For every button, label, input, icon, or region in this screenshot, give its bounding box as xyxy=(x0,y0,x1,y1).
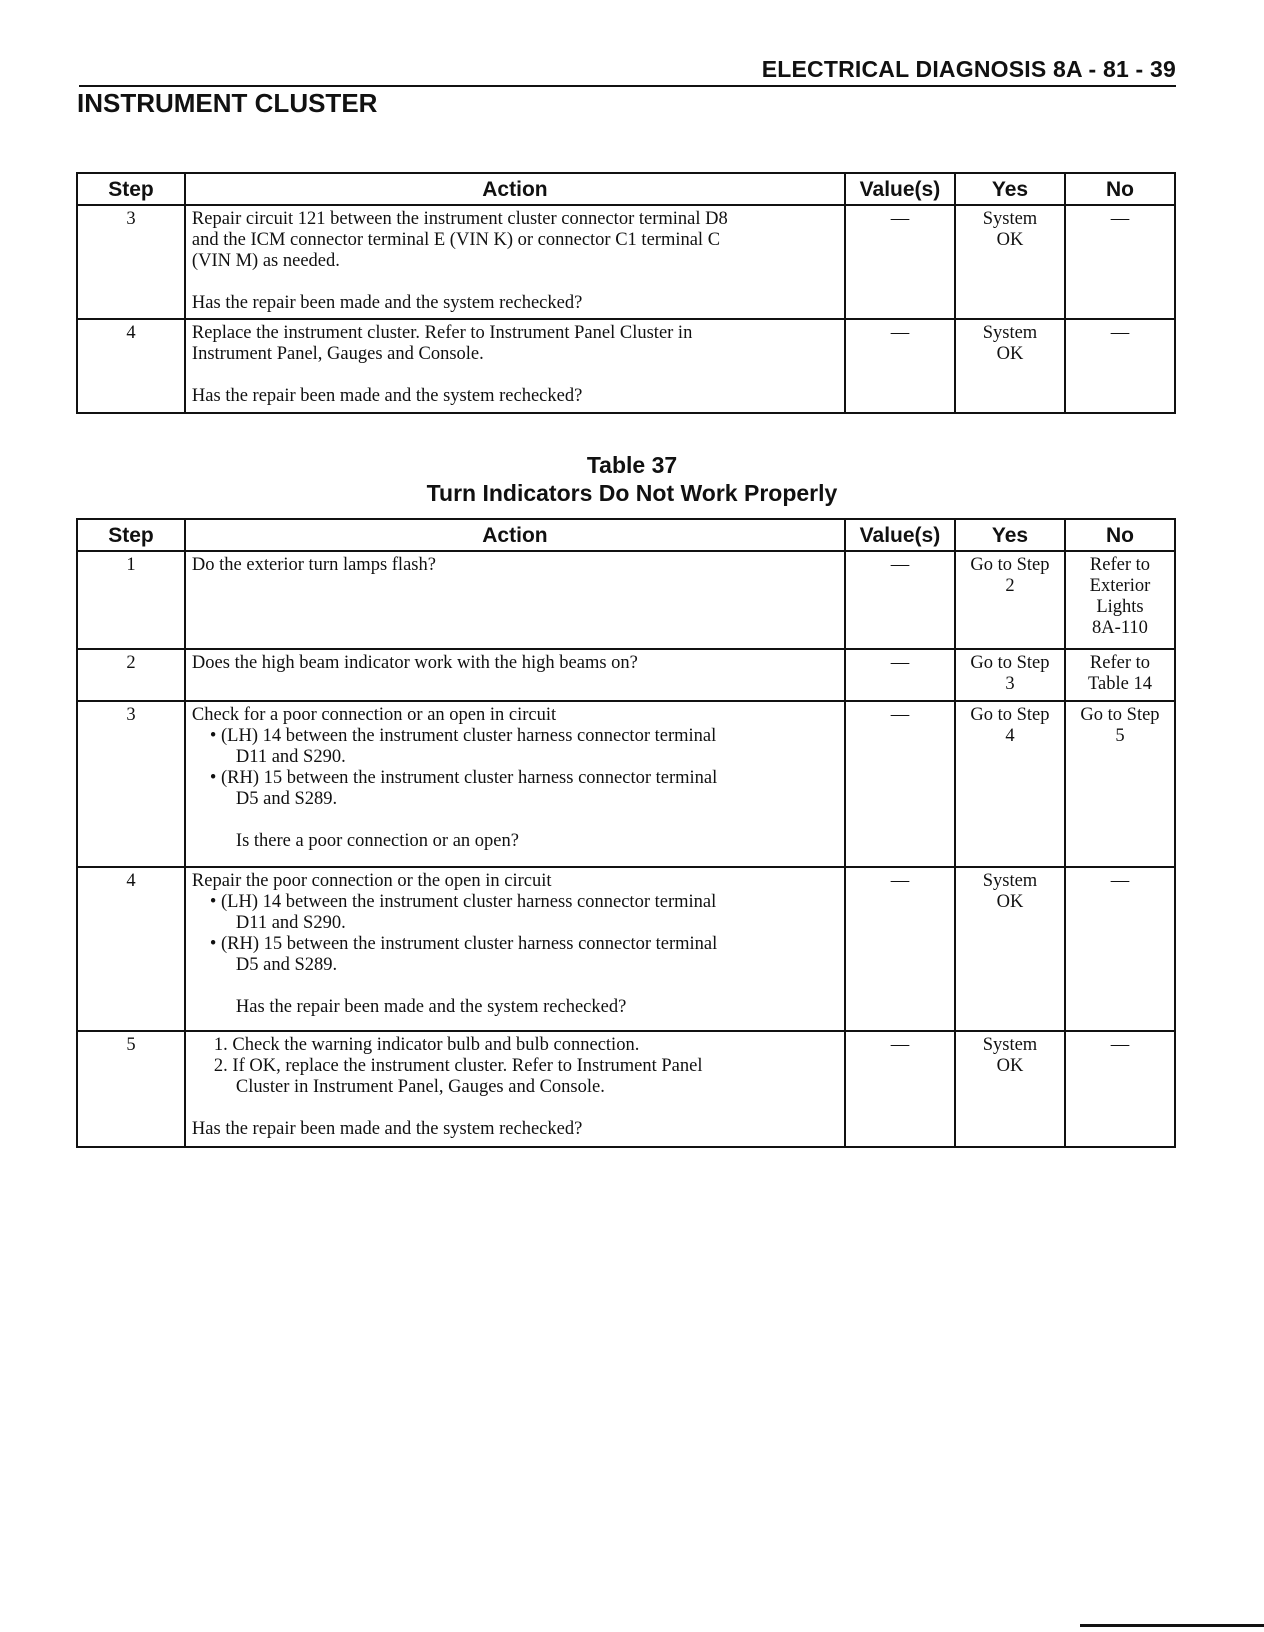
spacer xyxy=(192,976,838,997)
column-header-no: No xyxy=(1065,519,1175,551)
yes-cell xyxy=(955,867,1065,1031)
action-line: and the ICM connector terminal E (VIN K) or connector C1 terminal C xyxy=(191,230,721,250)
values-cell: — xyxy=(845,205,955,319)
bullet-item: • (RH) 15 between the instrument cluster harness connector terminal xyxy=(209,934,718,954)
action-question: Is there a poor connection or an open? xyxy=(235,831,519,851)
yes-cell xyxy=(955,205,1065,319)
bullet-item: • (LH) 14 between the instrument cluster harness connector terminal xyxy=(209,892,717,912)
no-cell: — xyxy=(1065,319,1175,413)
yes-line: System xyxy=(982,871,1038,891)
bullet-item-continued: D11 and S290. xyxy=(235,747,346,767)
bullet-item-continued: D11 and S290. xyxy=(235,913,346,933)
yes-cell xyxy=(955,649,1065,701)
action-cell xyxy=(185,701,845,867)
no-cell xyxy=(1065,701,1175,867)
yes-line: Go to Step xyxy=(970,555,1050,575)
column-header-values: Value(s) xyxy=(845,173,955,205)
yes-cell xyxy=(955,1031,1065,1147)
column-header-step: Step xyxy=(77,519,185,551)
values-cell: — xyxy=(845,701,955,867)
action-cell xyxy=(185,319,845,413)
action-question: Has the repair been made and the system rechecked? xyxy=(191,1119,583,1139)
no-cell: — xyxy=(1065,1031,1175,1147)
step-cell: 3 xyxy=(77,701,185,867)
column-header-step: Step xyxy=(77,173,185,205)
action-cell xyxy=(185,867,845,1031)
numbered-item-continued: Cluster in Instrument Panel, Gauges and Console. xyxy=(235,1077,605,1097)
yes-line: 3 xyxy=(1005,674,1015,694)
table-row xyxy=(77,205,1175,319)
no-line: Refer to xyxy=(1089,555,1151,575)
running-head: ELECTRICAL DIAGNOSIS 8A - 81 - 39 xyxy=(761,56,1176,82)
yes-line: System xyxy=(982,323,1038,343)
no-line: 8A-110 xyxy=(1092,618,1148,638)
column-header-action: Action xyxy=(185,519,845,551)
column-header-no: No xyxy=(1065,173,1175,205)
yes-line: Go to Step xyxy=(970,653,1050,673)
table-37 xyxy=(76,518,1176,1148)
header-rule xyxy=(79,85,1176,87)
table-row xyxy=(77,551,1175,649)
step-cell: 3 xyxy=(77,205,185,319)
no-line: 5 xyxy=(1115,726,1125,746)
action-question: Has the repair been made and the system rechecked? xyxy=(235,997,627,1017)
bullet-item-continued: D5 and S289. xyxy=(235,789,338,809)
bottom-edge-rule xyxy=(1080,1624,1264,1627)
action-line: Instrument Panel, Gauges and Console. xyxy=(191,344,484,364)
column-header-yes: Yes xyxy=(955,173,1065,205)
action-line: Repair circuit 121 between the instrument cluster connector terminal D8 xyxy=(191,209,728,229)
spacer xyxy=(192,272,838,293)
values-cell: — xyxy=(845,1031,955,1147)
table-row xyxy=(77,867,1175,1031)
spacer xyxy=(192,1098,838,1119)
table-row xyxy=(77,319,1175,413)
no-line: Refer to xyxy=(1089,653,1151,673)
action-line: Replace the instrument cluster. Refer to Instrument Panel Cluster in xyxy=(191,323,693,343)
spacer xyxy=(192,365,838,386)
no-line: Lights xyxy=(1096,597,1144,617)
table-header-row xyxy=(77,519,1175,551)
section-title: INSTRUMENT CLUSTER xyxy=(77,88,378,118)
yes-line: OK xyxy=(996,344,1024,364)
yes-line: 4 xyxy=(1005,726,1015,746)
yes-line: System xyxy=(982,209,1038,229)
yes-cell xyxy=(955,551,1065,649)
action-line: (VIN M) as needed. xyxy=(191,251,340,271)
table-caption-number: Table 37 xyxy=(586,452,678,478)
no-cell: — xyxy=(1065,867,1175,1031)
table-row xyxy=(77,649,1175,701)
action-intro: Repair the poor connection or the open in circuit xyxy=(191,871,552,891)
values-cell: — xyxy=(845,551,955,649)
action-cell xyxy=(185,1031,845,1147)
action-question: Has the repair been made and the system rechecked? xyxy=(191,293,583,313)
yes-line: OK xyxy=(996,230,1024,250)
values-cell: — xyxy=(845,319,955,413)
yes-line: 2 xyxy=(1005,576,1015,596)
column-header-values: Value(s) xyxy=(845,519,955,551)
spacer xyxy=(192,810,838,831)
values-cell: — xyxy=(845,649,955,701)
no-line: Go to Step xyxy=(1080,705,1160,725)
action-question: Has the repair been made and the system rechecked? xyxy=(191,386,583,406)
step-cell: 5 xyxy=(77,1031,185,1147)
yes-cell xyxy=(955,701,1065,867)
yes-line: OK xyxy=(996,892,1024,912)
values-cell: — xyxy=(845,867,955,1031)
step-cell: 4 xyxy=(77,867,185,1031)
no-cell xyxy=(1065,551,1175,649)
bullet-item-continued: D5 and S289. xyxy=(235,955,338,975)
no-line: Exterior xyxy=(1089,576,1151,596)
table-caption-title: Turn Indicators Do Not Work Properly xyxy=(426,480,838,506)
no-cell: — xyxy=(1065,205,1175,319)
yes-cell xyxy=(955,319,1065,413)
no-cell xyxy=(1065,649,1175,701)
numbered-item: 2. If OK, replace the instrument cluster. Refer to Instrument Panel xyxy=(213,1056,703,1076)
column-header-yes: Yes xyxy=(955,519,1065,551)
action-intro: Check for a poor connection or an open in circuit xyxy=(191,705,557,725)
numbered-item: 1. Check the warning indicator bulb and bulb connection. xyxy=(213,1035,640,1055)
table-row xyxy=(77,1031,1175,1147)
table-header-row xyxy=(77,173,1175,205)
action-cell: Do the exterior turn lamps flash? xyxy=(185,551,845,649)
bullet-item: • (RH) 15 between the instrument cluster harness connector terminal xyxy=(209,768,718,788)
action-cell xyxy=(185,205,845,319)
step-cell: 2 xyxy=(77,649,185,701)
bullet-item: • (LH) 14 between the instrument cluster harness connector terminal xyxy=(209,726,717,746)
step-cell: 4 xyxy=(77,319,185,413)
step-cell: 1 xyxy=(77,551,185,649)
column-header-action: Action xyxy=(185,173,845,205)
yes-line: System xyxy=(982,1035,1038,1055)
yes-line: OK xyxy=(996,1056,1024,1076)
no-line: Table 14 xyxy=(1088,674,1152,694)
continued-diagnosis-table xyxy=(76,172,1176,414)
table-row xyxy=(77,701,1175,867)
action-cell: Does the high beam indicator work with the high beams on? xyxy=(185,649,845,701)
yes-line: Go to Step xyxy=(970,705,1050,725)
